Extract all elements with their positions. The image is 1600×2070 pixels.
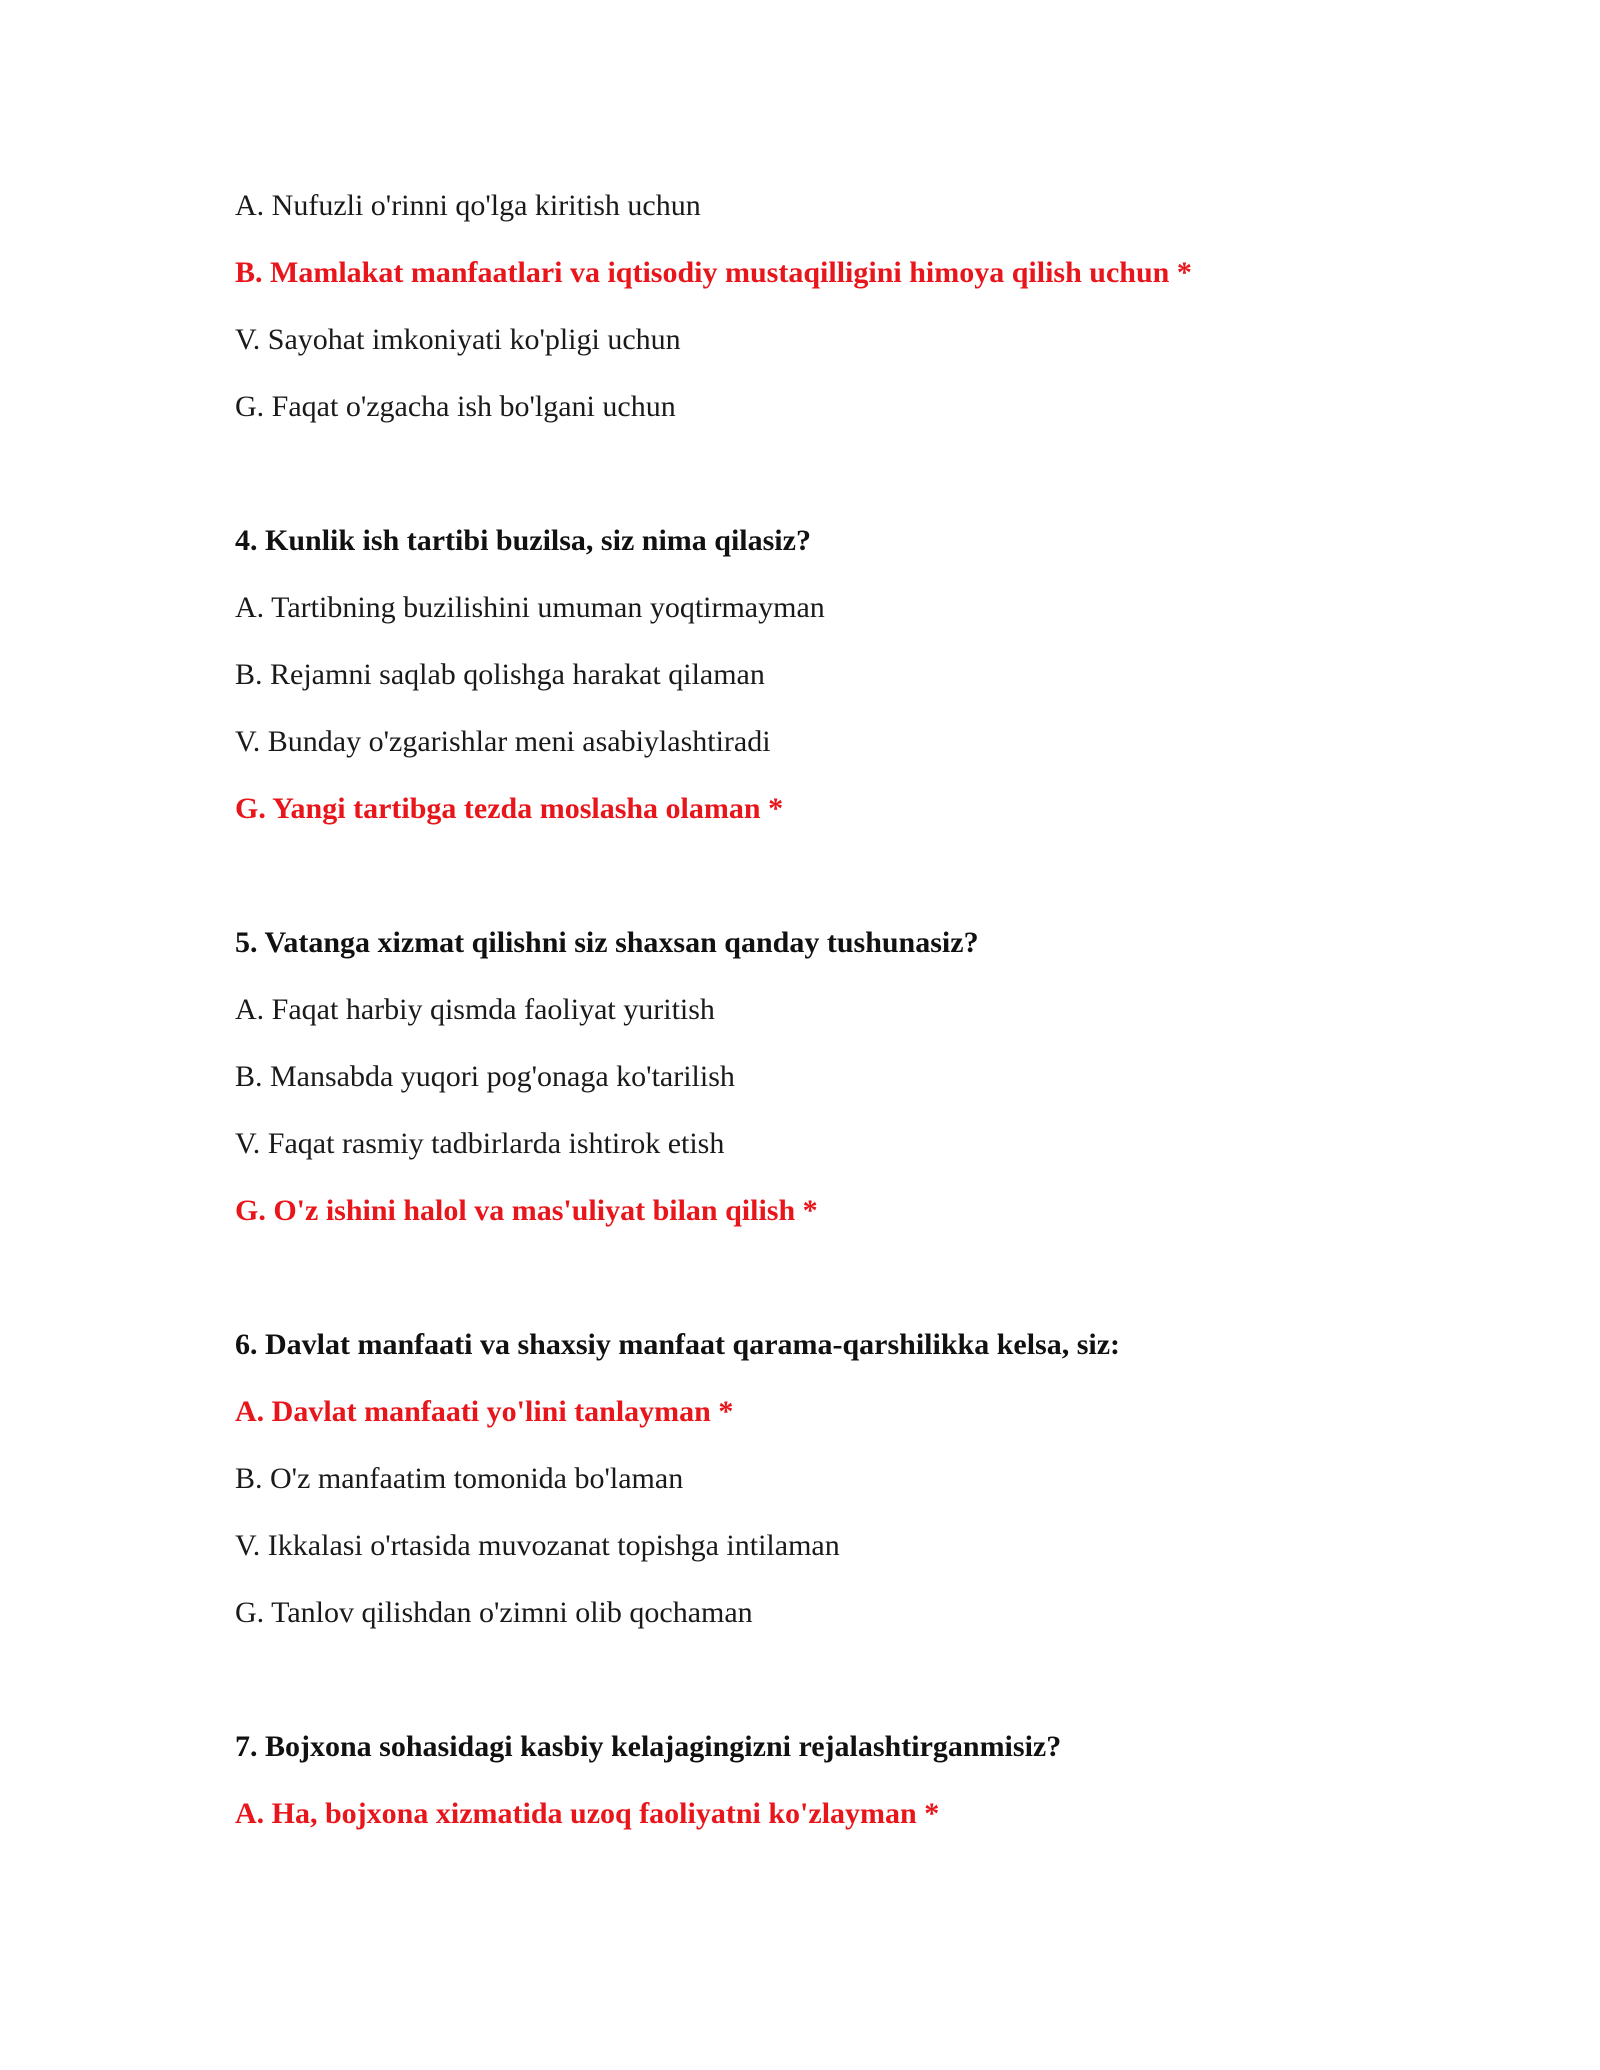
option-a: A. Tartibning buzilishini umuman yoqtirmayman — [235, 591, 825, 624]
option-g: G. Tanlov qilishdan o'zimni olib qochaman — [235, 1596, 753, 1629]
option-v: V. Sayohat imkoniyati ko'pligi uchun — [235, 323, 681, 356]
option-v: V. Ikkalasi o'rtasida muvozanat topishga intilaman — [235, 1529, 840, 1562]
option-a-correct: A. Davlat manfaati yo'lini tanlayman * — [235, 1395, 734, 1428]
option-b: B. Mansabda yuqori pog'onaga ko'tarilish — [235, 1060, 735, 1093]
question-4: 4. Kunlik ish tartibi buzilsa, siz nima qilasiz? — [235, 524, 811, 557]
option-a-correct: A. Ha, bojxona xizmatida uzoq faoliyatni ko'zlayman * — [235, 1797, 940, 1830]
option-g-correct: G. Yangi tartibga tezda moslasha olaman * — [235, 792, 784, 825]
option-a: A. Faqat harbiy qismda faoliyat yuritish — [235, 993, 715, 1026]
option-b-correct: B. Mamlakat manfaatlari va iqtisodiy mustaqilligini himoya qilish uchun * — [235, 256, 1192, 289]
option-b: B. O'z manfaatim tomonida bo'laman — [235, 1462, 684, 1495]
option-b: B. Rejamni saqlab qolishga harakat qilaman — [235, 658, 765, 691]
question-7: 7. Bojxona sohasidagi kasbiy kelajagingizni rejalashtirganmisiz? — [235, 1730, 1062, 1763]
option-v: V. Bunday o'zgarishlar meni asabiylashtiradi — [235, 725, 771, 758]
question-5: 5. Vatanga xizmat qilishni siz shaxsan qanday tushunasiz? — [235, 926, 979, 959]
option-g: G. Faqat o'zgacha ish bo'lgani uchun — [235, 390, 676, 423]
option-v: V. Faqat rasmiy tadbirlarda ishtirok etish — [235, 1127, 725, 1160]
question-6: 6. Davlat manfaati va shaxsiy manfaat qarama-qarshilikka kelsa, siz: — [235, 1328, 1121, 1361]
option-g-correct: G. O'z ishini halol va mas'uliyat bilan qilish * — [235, 1194, 818, 1227]
option-a: A. Nufuzli o'rinni qo'lga kiritish uchun — [235, 189, 701, 222]
